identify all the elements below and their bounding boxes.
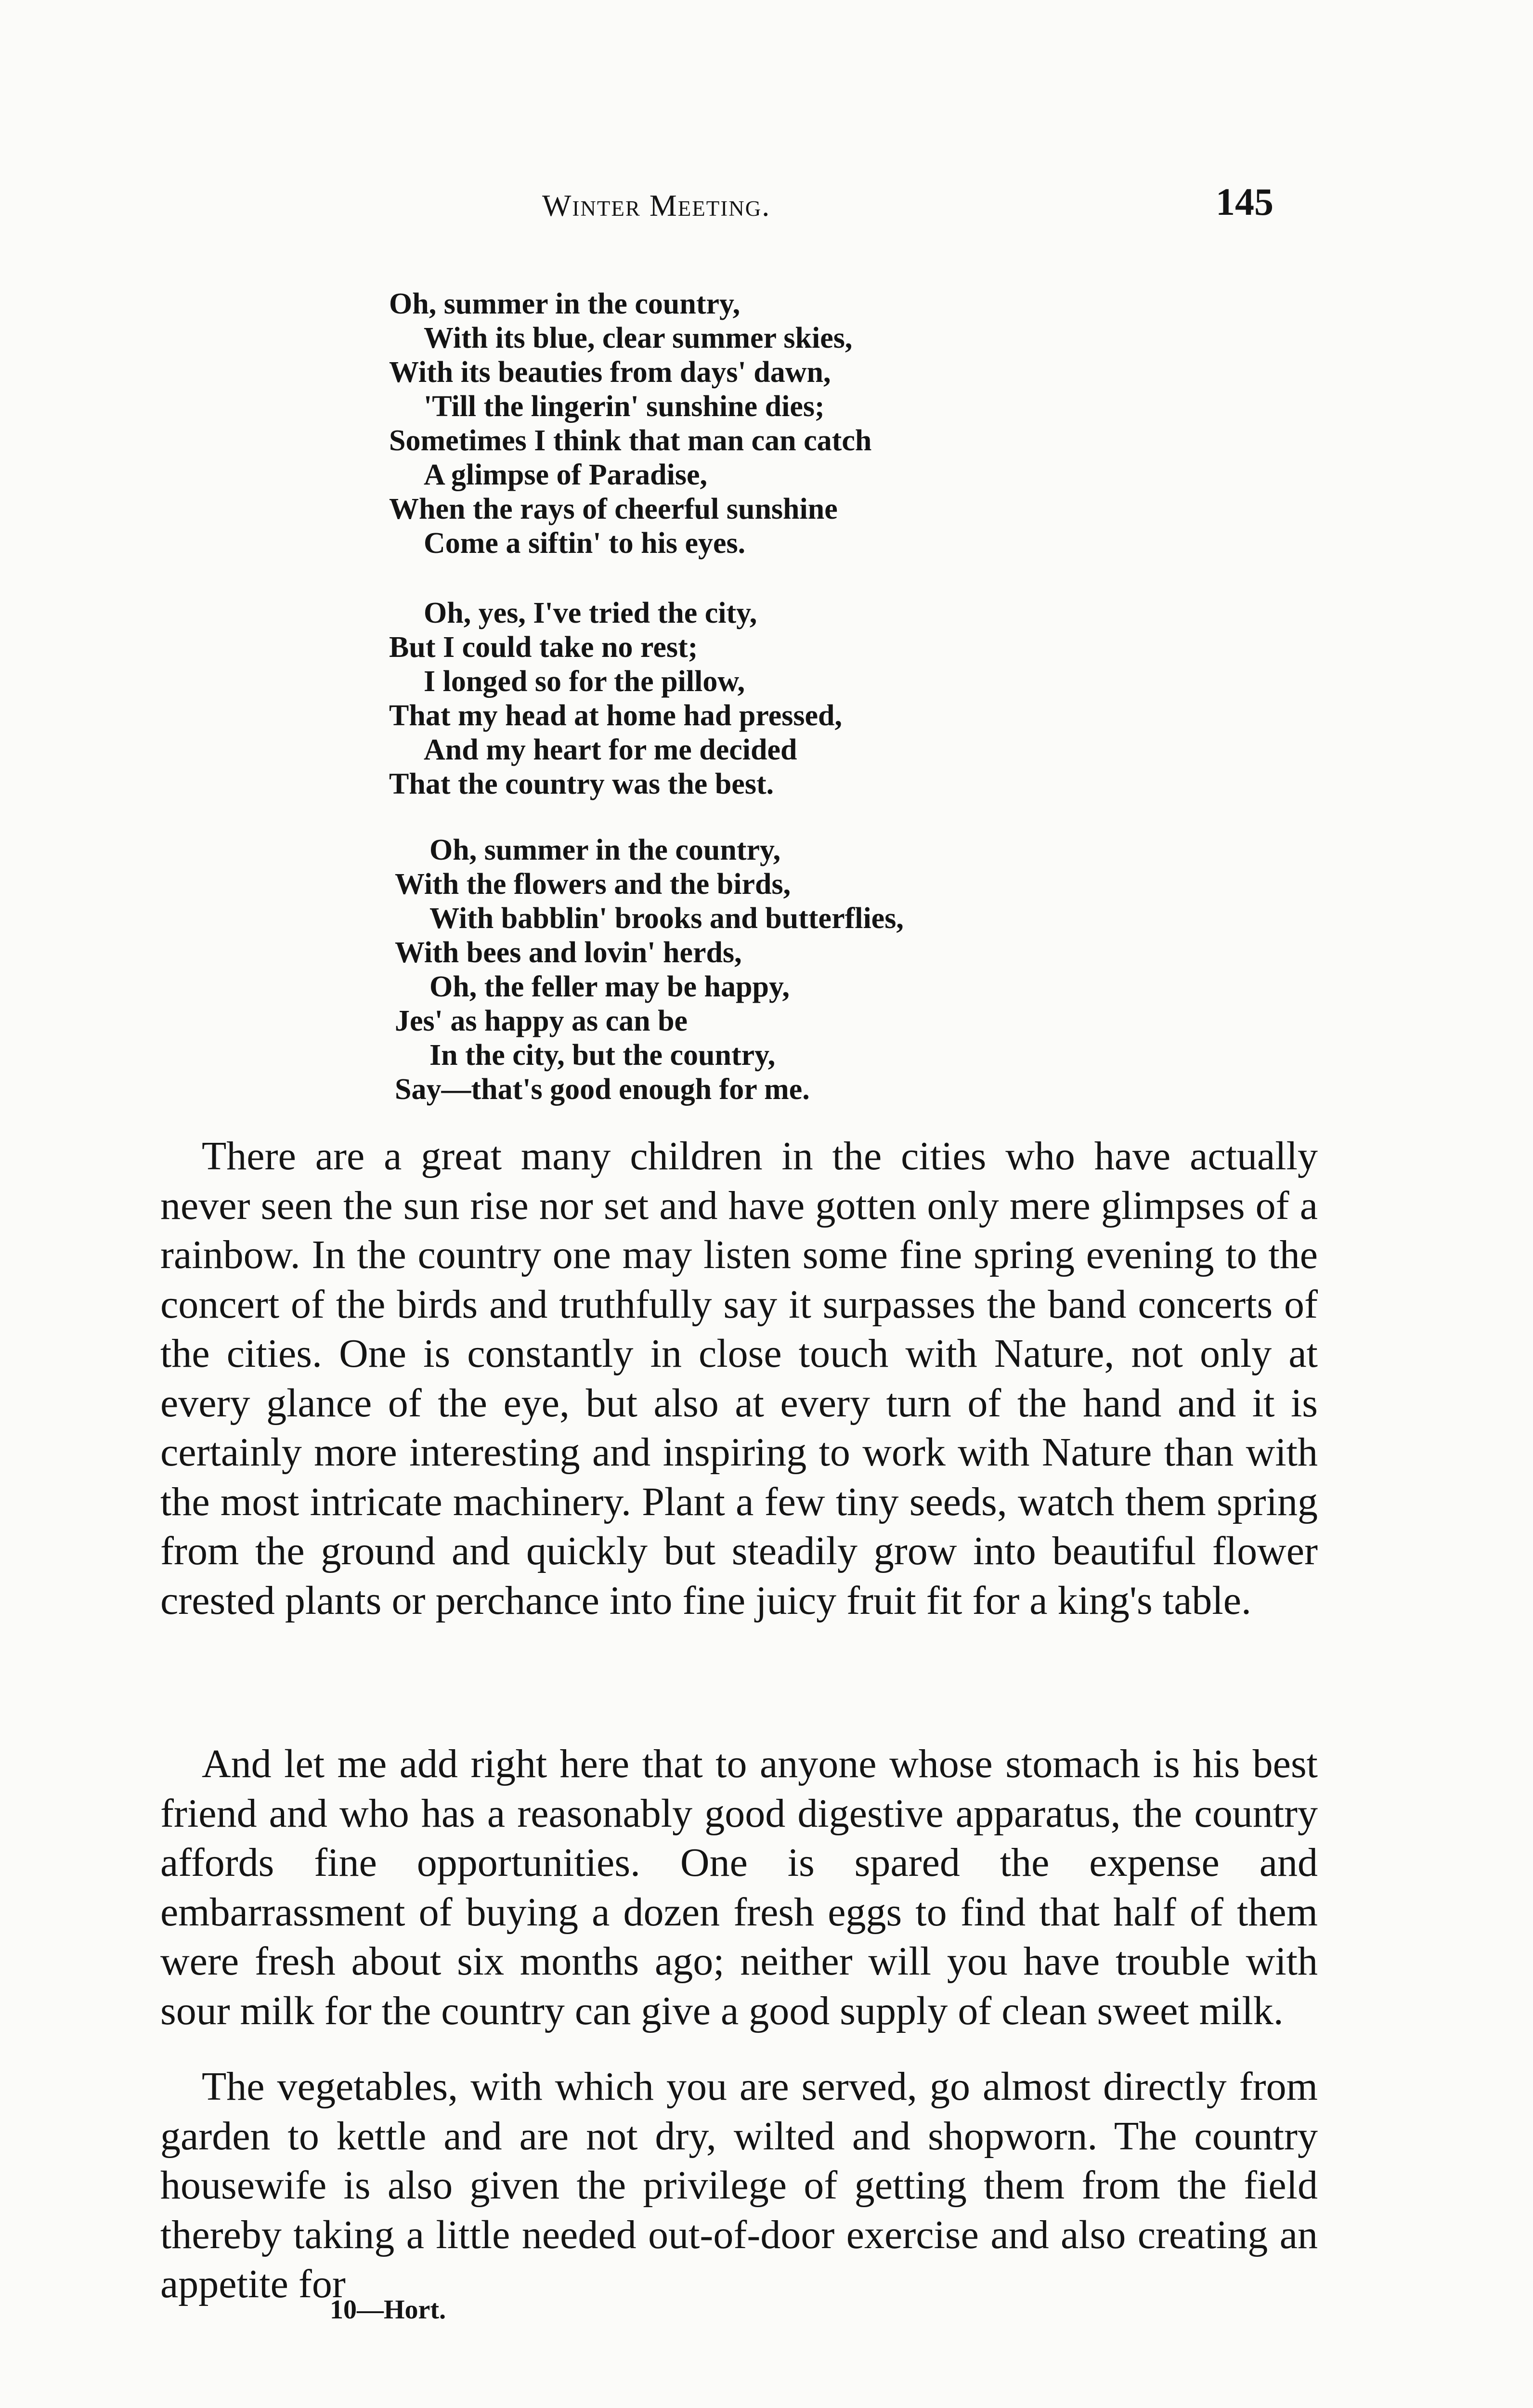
poem-line: I longed so for the pillow,: [424, 665, 745, 698]
poem-line: Jes' as happy as can be: [395, 1005, 688, 1037]
body-paragraph-2: And let me add right here that to anyone whose stomach is his best friend and who has a reasonably good digestive apparatus, the country affords fine opportunities. One is spared the expense and embarrassment of buying a dozen fresh eggs to find that half of them were fresh about six months ago; neither will you have trouble with sour milk for the country can give a good supply of clean sweet milk.: [160, 1741, 1318, 2033]
poem-line: Come a siftin' to his eyes.: [424, 527, 746, 560]
poem-line: Oh, summer in the country,: [429, 834, 781, 866]
poem-stanza-1: [389, 287, 871, 561]
body-paragraph-3: The vegetables, with which you are served, go almost directly from garden to kettle and are not dry, wilted and shopworn. The country housewife is also given the privilege of getting them from the field thereby taking a little needed out-of-door exercise and also creating an appetite for: [160, 2064, 1318, 2306]
poem-line: In the city, but the country,: [429, 1039, 776, 1072]
poem-line: A glimpse of Paradise,: [424, 458, 707, 491]
poem-line: Say—that's good enough for me.: [395, 1073, 810, 1106]
poem-line: With babblin' brooks and butterflies,: [429, 902, 904, 935]
poem-line: That my head at home had pressed,: [389, 699, 843, 732]
poem-line: With the flowers and the birds,: [395, 868, 791, 901]
poem-line: Oh, summer in the country,: [389, 288, 741, 320]
page-number: 145: [1216, 181, 1273, 223]
body-paragraph-1: There are a great many children in the cities who have actually never seen the sun rise nor set and have gotten only mere glimpses of a rainbow. In the country one may listen some fine spring evening to the concert of the birds and truthfully say it surpasses the band concerts of the cities. One is constantly in close touch with Nature, not only at every glance of the eye, but also at every turn of the hand and it is certainly more interesting and inspiring to work with Nature than with the most intricate machinery. Plant a few tiny seeds, watch them spring from the ground and quickly but steadily grow into beautiful flower crested plants or perchance into fine juicy fruit fit for a king's table.: [160, 1134, 1318, 1623]
poem-line: When the rays of cheerful sunshine: [389, 493, 838, 525]
poem-stanza-3: [395, 833, 904, 1107]
running-head: Winter Meeting.: [542, 188, 771, 222]
poem-line: With its beauties from days' dawn,: [389, 356, 831, 389]
poem-line: 'Till the lingerin' sunshine dies;: [424, 390, 825, 423]
poem-line: With its blue, clear summer skies,: [424, 322, 853, 354]
poem-line: With bees and lovin' herds,: [395, 936, 742, 969]
poem-line: Oh, yes, I've tried the city,: [424, 597, 757, 629]
poem-line: That the country was the best.: [389, 768, 774, 800]
poem-line: But I could take no rest;: [389, 631, 698, 664]
poem-line: And my heart for me decided: [424, 733, 797, 766]
poem-line: Sometimes I think that man can catch: [389, 424, 872, 457]
poem-stanza-2: [389, 596, 842, 801]
signature-mark: 10—Hort.: [330, 2295, 446, 2325]
poem-line: Oh, the feller may be happy,: [429, 970, 790, 1003]
